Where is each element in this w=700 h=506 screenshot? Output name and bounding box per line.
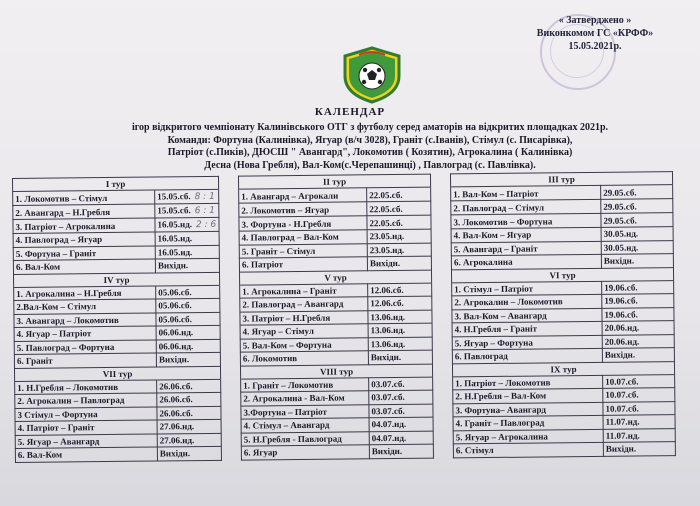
match-date-cell <box>602 280 674 294</box>
match-cell: 1. Вал-Ком – Патріот <box>451 185 601 201</box>
round-title: III тур <box>450 172 672 187</box>
match-date-cell <box>368 323 432 337</box>
column-gap <box>433 376 453 390</box>
match-date-cell <box>602 348 674 362</box>
match-cell: 6. Стімул <box>453 442 603 457</box>
calendar-table <box>12 171 676 462</box>
match-date: Вихідн. <box>370 352 402 363</box>
match-date-cell <box>156 312 220 326</box>
match-date: 26.06.сб. <box>159 407 193 419</box>
round-title: V тур <box>239 270 431 285</box>
column-gap <box>432 282 452 296</box>
match-date: 19.06.сб. <box>604 309 638 320</box>
match-cell: 3 Стімул – Фортуна <box>15 406 157 421</box>
match-date: 12.06.сб. <box>370 298 404 309</box>
match-date: 13.06.нд. <box>370 325 406 336</box>
round-title: IV тур <box>14 272 220 287</box>
match-date-cell <box>368 296 432 310</box>
match-date: 10.07.сб. <box>605 376 639 387</box>
match-cell: 4. Павлоград – Ягуар <box>13 232 155 247</box>
match-date: 15.05.сб. <box>157 191 191 202</box>
column-gap <box>432 350 452 364</box>
match-date: 16.05.нд. <box>157 246 193 258</box>
match-date: 29.05.сб. <box>603 214 637 226</box>
match-date: 19.06.сб. <box>604 295 638 307</box>
match-cell: 4. Ягуар – Патріот <box>14 326 156 341</box>
column-gap <box>432 323 452 337</box>
match-date: 29.05.сб. <box>603 200 637 212</box>
match-cell: 6. Граніт <box>14 353 156 368</box>
column-gap <box>432 309 452 323</box>
column-gap <box>219 272 239 285</box>
match-date-cell <box>601 240 673 254</box>
approval-line-3: 15.05.2021р. <box>568 41 622 52</box>
handwritten-score: 2 : 6 <box>195 219 217 231</box>
match-cell: 5. Фортуна – Граніт <box>13 246 155 261</box>
match-date-cell <box>603 415 675 429</box>
approval-block <box>520 14 670 53</box>
match-cell: 5. Павлоград – Фортуна <box>14 339 156 354</box>
column-gap <box>431 256 451 270</box>
match-date-cell <box>368 283 432 297</box>
match-date-cell <box>157 406 221 420</box>
match-date: 05.06.сб. <box>158 313 192 325</box>
match-cell: 4. Стімул – Авангард <box>241 418 369 433</box>
match-date-cell <box>601 185 673 200</box>
match-date: 26.06.сб. <box>159 380 193 392</box>
column-gap <box>219 189 239 203</box>
match-date: 26.06.сб. <box>159 394 193 405</box>
match-date: 05.06.сб. <box>158 300 192 311</box>
match-date: 16.05.нд. <box>157 233 193 244</box>
match-cell: 6. Ягуар <box>241 445 369 460</box>
column-gap <box>221 392 241 406</box>
match-cell: 3. Локомотив – Фортуна <box>451 213 601 229</box>
column-gap <box>219 203 239 217</box>
match-date: 06.06.нд. <box>158 327 194 338</box>
document-subtitle <box>110 122 630 172</box>
match-date: 22.05.сб. <box>369 203 403 214</box>
match-date: 23.05.нд. <box>369 244 405 256</box>
match-cell: 5. Ягуар – Агрокалина <box>453 429 603 444</box>
column-gap <box>219 258 239 272</box>
match-date-cell <box>603 388 675 402</box>
match-date-cell <box>157 392 221 406</box>
match-date: 11.07.нд. <box>605 416 640 428</box>
column-gap <box>219 245 239 259</box>
match-cell: 6. Вал-Ком <box>13 259 155 274</box>
match-cell: 2. Н.Гребля – Вал-Ком <box>453 388 603 403</box>
match-date-cell <box>157 419 221 433</box>
match-cell: 5. Граніт – Стімул <box>239 243 367 258</box>
column-gap <box>221 446 241 460</box>
column-gap <box>432 296 452 310</box>
match-date-cell <box>155 231 219 245</box>
column-gap <box>431 201 451 215</box>
match-cell: 1. Авангард – Агрокали <box>239 188 367 203</box>
match-cell: 5. Н.Гребля - Павлоград <box>241 431 369 446</box>
match-cell: 2. Авангард – Н.Гребля <box>13 204 155 219</box>
match-date: 06.06.нд. <box>158 340 194 352</box>
match-cell: 2. Агрокалин – Павлоград <box>15 393 157 408</box>
approval-line-1: « Затверджено » <box>558 15 632 26</box>
match-date-cell <box>601 213 673 228</box>
match-cell: 2. Павлоград – Авангард <box>240 297 368 312</box>
match-date: 13.06.нд. <box>370 338 406 350</box>
match-date: 30.05.нд. <box>603 242 639 253</box>
match-cell: 1. Агрокалина – Граніт <box>240 283 368 298</box>
match-cell: 3. Фортуна– Авангард <box>453 402 603 417</box>
match-date-cell <box>368 350 432 364</box>
match-date: Вихідн. <box>371 446 403 457</box>
match-date-cell <box>367 256 431 270</box>
match-date: 27.06.нд. <box>159 421 195 432</box>
match-date-cell <box>369 404 433 418</box>
match-cell: 4. Ягуар – Стімул <box>240 324 368 339</box>
match-date-cell <box>367 243 431 257</box>
match-cell: 6. Патріот <box>239 257 367 272</box>
match-date-cell <box>155 189 219 204</box>
match-date: Вихідн. <box>603 255 635 267</box>
round-title: II тур <box>238 174 430 189</box>
match-cell: 6. Агрокалина <box>451 254 601 269</box>
subtitle-line-4: Десна (Нова Гребля), Вал-Ком(с.Черепашинці) , Павлоград (с. Павлівка). <box>204 159 536 171</box>
round-title: VII тур <box>14 366 220 381</box>
match-cell: 2. Агрокалина - Вал-Ком <box>241 391 369 406</box>
match-date: 04.07.нд. <box>371 432 407 443</box>
column-gap <box>431 242 451 256</box>
match-date: 03.07.сб. <box>371 405 405 416</box>
column-gap <box>221 433 241 447</box>
match-date: 03.07.сб. <box>371 392 405 403</box>
match-cell: 4. Вал-Ком – Ягуар <box>451 227 601 242</box>
round-title: VI тур <box>451 267 673 282</box>
match-cell: 3.Фортуна – Патріот <box>241 404 369 419</box>
match-cell: 1. Граніт – Локомотив <box>241 377 369 392</box>
round-title: IX тур <box>452 361 674 376</box>
match-date-cell <box>369 377 433 391</box>
match-date: 22.05.сб. <box>369 217 403 228</box>
match-date-cell <box>369 417 433 431</box>
match-cell: 1. Стімул – Патріот <box>452 281 602 296</box>
match-date: 27.06.нд. <box>159 434 195 446</box>
match-date-cell <box>601 254 673 268</box>
federation-logo-icon <box>337 46 407 104</box>
column-gap <box>430 174 450 187</box>
column-gap <box>431 187 451 201</box>
match-date-cell <box>155 245 219 259</box>
column-gap <box>220 312 240 326</box>
match-date-cell <box>367 201 431 216</box>
match-date: 19.06.сб. <box>604 282 638 293</box>
column-gap <box>218 176 238 189</box>
match-date: 15.05.сб. <box>157 205 191 216</box>
match-date-cell <box>155 203 219 218</box>
match-cell: 4. Павлоград – Вал-Ком <box>239 230 367 245</box>
document-title: КАЛЕНДАР <box>314 106 386 118</box>
match-cell: 2. Локомотив – Ягуар <box>239 202 367 217</box>
column-gap <box>219 217 239 231</box>
match-cell: 1. Н.Гребля – Локомотив <box>15 379 157 394</box>
match-date-cell <box>156 339 220 353</box>
column-gap <box>431 269 451 282</box>
match-date: 30.05.нд. <box>603 228 639 240</box>
match-cell: 4. Патріот – Граніт <box>15 420 157 435</box>
match-date: Вихідн. <box>369 258 401 269</box>
column-gap <box>432 336 452 350</box>
match-cell: 6. Локомотив <box>240 351 368 366</box>
match-date: 29.05.сб. <box>603 186 637 198</box>
column-gap <box>433 403 453 417</box>
match-cell: 3. Авангард – Локомотив <box>14 313 156 328</box>
column-gap <box>433 417 453 431</box>
column-gap <box>431 215 451 229</box>
handwritten-score: 8 : 1 <box>194 191 215 203</box>
match-date: 20.06.нд. <box>604 322 640 334</box>
match-date-cell <box>156 352 220 366</box>
subtitle-line-3: Патріот (с.Пиків), ДЮСШ " Авангард", Локомотив ( Козятин), Агрокалина ( Калинівка) <box>167 147 573 158</box>
column-gap <box>220 366 240 379</box>
column-gap <box>219 231 239 245</box>
match-cell: 3. Патріот – Агрокалина <box>13 218 155 233</box>
match-date-cell <box>369 390 433 404</box>
match-date-cell <box>603 401 675 415</box>
match-date-cell <box>369 444 433 458</box>
match-date: 11.07.нд. <box>605 430 640 441</box>
match-date-cell <box>367 229 431 243</box>
match-date-cell <box>601 199 673 214</box>
match-cell: 2.Вал-Ком – Стімул <box>14 299 156 314</box>
round-title: VIII тур <box>240 364 432 379</box>
match-date-cell <box>157 379 221 393</box>
match-cell: 4. Н.Гребля – Граніт <box>452 321 602 336</box>
match-date: 13.06.нд. <box>370 311 406 323</box>
column-gap <box>220 298 240 312</box>
match-date: 04.07.нд. <box>371 419 407 430</box>
match-cell: 3. Патріот – Н.Гребля <box>240 310 368 325</box>
column-gap <box>220 339 240 353</box>
subtitle-line-2: Команди: Фортуна (Калинівка), Ягуар (в/ч 3028), Граніт (с.Іванів), Стімул (с. Писарівка), <box>167 134 573 146</box>
column-gap <box>433 444 453 458</box>
match-date-cell <box>601 227 673 241</box>
match-date: Вихідн. <box>605 443 637 455</box>
match-date-cell <box>602 294 674 308</box>
match-date-cell <box>367 215 431 230</box>
match-cell: 3. Вал-Ком – Авангард <box>452 308 602 323</box>
match-date: 10.07.сб. <box>605 403 639 414</box>
match-date: 12.06.сб. <box>370 284 404 296</box>
match-date: Вихідн. <box>604 349 636 361</box>
column-gap <box>433 430 453 444</box>
match-date-cell <box>602 321 674 335</box>
match-cell: 1. Патріот – Локомотив <box>453 375 603 390</box>
column-gap <box>221 379 241 393</box>
match-cell: 6. Вал-Ком <box>15 447 157 462</box>
match-date-cell <box>156 325 220 339</box>
match-date-cell <box>369 431 433 445</box>
match-date-cell <box>157 446 221 460</box>
match-date-cell <box>156 285 220 299</box>
match-cell: 5. Авангард – Граніт <box>451 241 601 256</box>
match-date: Вихідн. <box>157 260 189 271</box>
match-cell: 6. Павлоград <box>452 348 602 363</box>
subtitle-line-1: ігор відкритого чемпіонату Калинівського ОТГ з футболу серед аматорів на відкритих площадках 2021р. <box>131 122 609 133</box>
match-date-cell <box>367 187 431 202</box>
match-cell: 4. Граніт – Павлоград <box>453 415 603 430</box>
match-date-cell <box>603 442 675 456</box>
match-date-cell <box>155 217 219 232</box>
column-gap <box>431 229 451 243</box>
match-date: Вихідн. <box>159 448 191 459</box>
round-title: I тур <box>13 176 219 191</box>
match-date: 22.05.сб. <box>369 189 403 200</box>
match-date: Вихідн. <box>158 354 190 365</box>
match-date: 05.06.сб. <box>158 286 192 298</box>
approval-line-2: Виконкомом ГС «КРФФ» <box>536 28 654 39</box>
column-gap <box>220 285 240 299</box>
match-cell: 5. Вал-Ком – Фортуна <box>240 337 368 352</box>
column-gap <box>221 406 241 420</box>
match-cell: 1. Локомотив – Стімул <box>13 190 155 205</box>
match-date: 10.07.сб. <box>605 389 639 401</box>
handwritten-score: 6 : 1 <box>194 205 215 217</box>
match-date: 16.05.нд. <box>157 219 193 230</box>
match-date-cell <box>368 310 432 324</box>
match-date-cell <box>368 337 432 351</box>
match-date-cell <box>603 428 675 442</box>
column-gap <box>220 325 240 339</box>
match-date-cell <box>156 298 220 312</box>
match-date-cell <box>157 433 221 447</box>
match-cell: 2. Павлоград – Стімул <box>451 199 601 215</box>
match-date: 23.05.нд. <box>369 231 405 242</box>
match-date-cell <box>602 334 674 348</box>
column-gap <box>220 352 240 366</box>
match-cell: 5. Ягуар – Авангард <box>15 433 157 448</box>
match-cell: 3. Фортуна - Н.Гребля <box>239 216 367 231</box>
match-date: 03.07.сб. <box>371 378 405 389</box>
column-gap <box>432 363 452 376</box>
column-gap <box>221 419 241 433</box>
match-cell: 1. Агрокалина – Н.Гребля <box>14 286 156 301</box>
column-gap <box>433 390 453 404</box>
match-date: 20.06.нд. <box>604 336 640 347</box>
match-cell: 2. Агрокалин – Локомотив <box>452 294 602 309</box>
match-date-cell <box>603 374 675 388</box>
match-date-cell <box>155 258 219 272</box>
match-date-cell <box>602 307 674 321</box>
match-cell: 5. Ягуар – Фортуна <box>452 335 602 350</box>
